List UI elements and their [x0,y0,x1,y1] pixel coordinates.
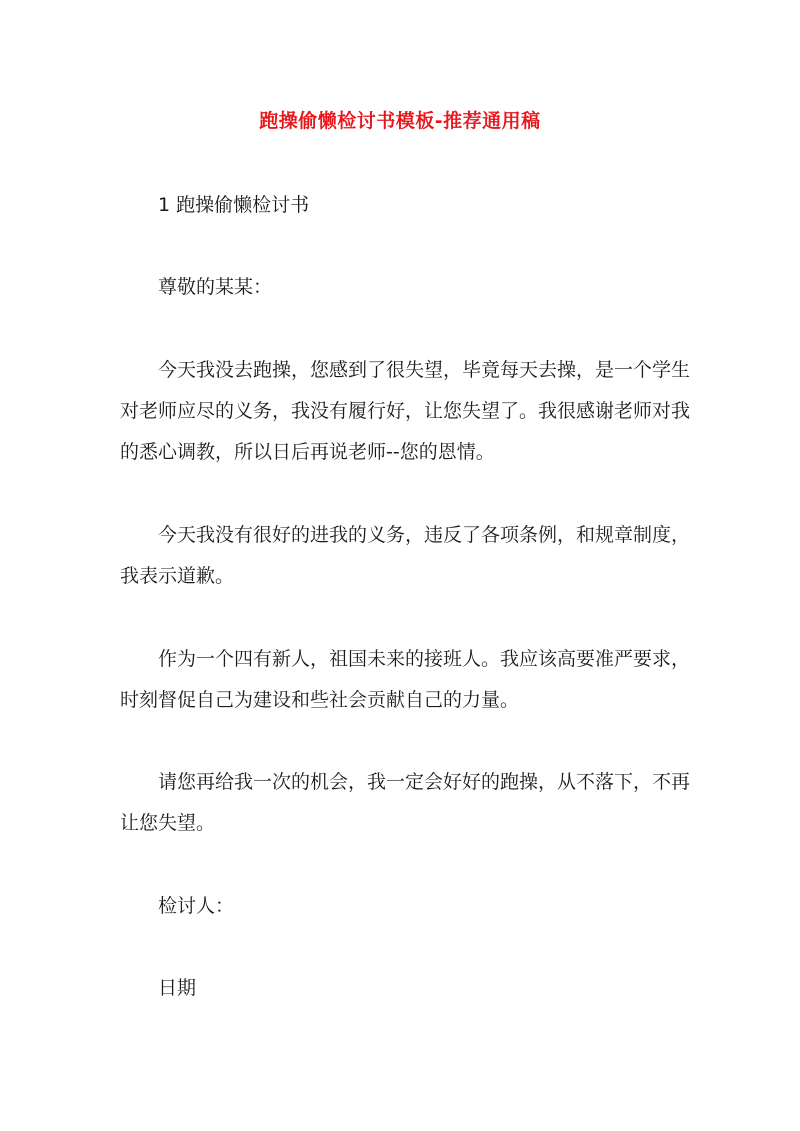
signature-label: 检讨人： [158,895,235,917]
paragraph-1-line-1: 今天我没去跑操，您感到了很失望，毕竟每天去操，是一个学生 [158,359,691,381]
paragraph-1-line-3: 的悉心调教，所以日后再说老师--您的恩情。 [120,441,495,463]
paragraph-3-line-1: 作为一个四有新人，祖国未来的接班人。我应该高要准严要求， [158,648,691,670]
paragraph-2-line-1: 今天我没有很好的进我的义务，违反了各项条例，和规章制度， [158,524,691,546]
paragraph-4-line-2: 让您失望。 [120,812,216,834]
paragraph-1-line-2: 对老师应尽的义务，我没有履行好，让您失望了。我很感谢老师对我 [120,400,691,422]
paragraph-4-line-1: 请您再给我一次的机会，我一定会好好的跑操，从不落下，不再 [158,771,691,793]
salutation: 尊敬的某某： [158,276,273,298]
date-label: 日期 [158,977,197,999]
paragraph-2-line-2: 我表示道歉。 [120,565,235,587]
section-heading: 1 跑操偷懒检讨书 [158,194,310,216]
document-title: 跑操偷懒检讨书模板-推荐通用稿 [259,110,541,132]
paragraph-3-line-2: 时刻督促自己为建设和些社会贡献自己的力量。 [120,689,520,711]
